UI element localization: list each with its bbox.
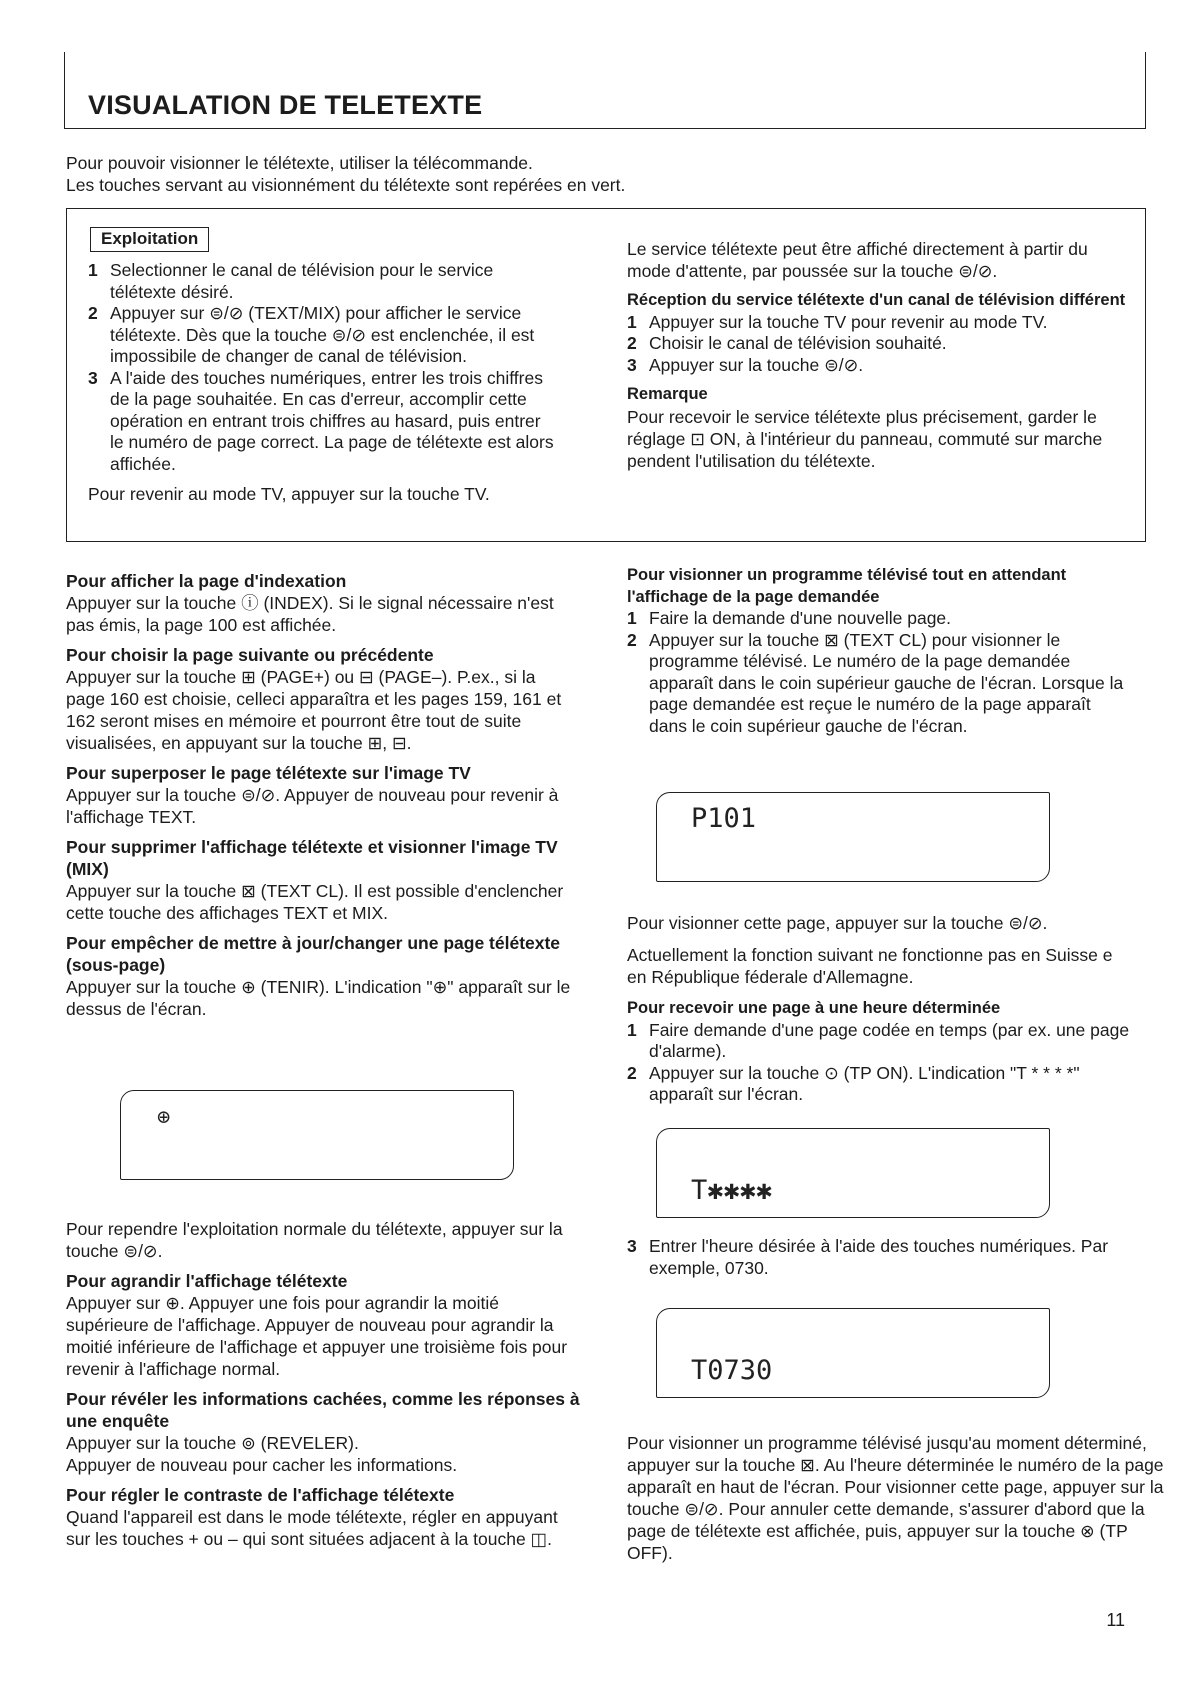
exploitation-right bbox=[627, 238, 1127, 472]
list-item: 1 Selectionner le canal de télévision pour le service télétexte désiré. bbox=[88, 260, 494, 302]
section-heading: Pour afficher la page d'indexation bbox=[66, 571, 347, 591]
list-item: 1 Appuyer sur la touche TV pour revenir au mode TV. bbox=[627, 311, 1048, 332]
note-text: Actuellement la fonction suivant ne fonctionne pas en Suisse e en République féderale d'Allemagne. bbox=[627, 945, 1113, 987]
section-heading: Pour choisir la page suivante ou précédente bbox=[66, 645, 434, 665]
screen-t-stars bbox=[656, 1128, 1050, 1218]
section-text: Appuyer sur la touche ⓘ (INDEX). Si le signal nécessaire n'est pas émis, la page 100 est affichée. bbox=[66, 593, 554, 635]
hold-screen bbox=[120, 1090, 514, 1180]
list-item: 2 Choisir le canal de télévision souhaité. bbox=[627, 333, 947, 353]
section-text: Appuyer sur la touche ⊕ (TENIR). L'indication "⊕" apparaît sur le dessus de l'écran. bbox=[66, 977, 571, 1019]
list-item: 3 Appuyer sur la touche ⊜/⊘. bbox=[627, 354, 864, 375]
list-item: 2 Appuyer sur la touche ⊠ (TEXT CL) pour visionner le programme télévisé. Le numéro de la page demandée apparaît dans le coin supérieur gauche de l'écran. Lorsque la page demandée est reçue le numéro de la page apparaît dans le coin supérieur gauche de l'écran. bbox=[627, 629, 1124, 736]
page-number: 11 bbox=[1106, 1610, 1125, 1630]
list-item: 1 Faire la demande d'une nouvelle page. bbox=[627, 608, 952, 628]
list-item: 3 A l'aide des touches numériques, entrer les trois chiffres de la page souhaitée. En cas d'erreur, accomplir cette opération en entrant trois chiffres au hasard, puis entrer le numéro de page correct. La page de télétexte est alors affichée. bbox=[88, 367, 554, 474]
screen-text: T✱✱✱✱ bbox=[691, 1175, 773, 1206]
list-item: 2 Appuyer sur la touche ⊙ (TP ON). L'indication "T * * * *" apparaît sur l'écran. bbox=[627, 1062, 1080, 1104]
remark-heading: Remarque bbox=[627, 385, 708, 403]
intro bbox=[66, 152, 1126, 196]
intro-line-1: Pour pouvoir visionner le télétexte, utiliser la télécommande. bbox=[66, 153, 533, 173]
section-heading: Pour révéler les informations cachées, comme les réponses à une enquête bbox=[66, 1389, 580, 1431]
section-text: Appuyer de nouveau pour cacher les informations. bbox=[66, 1455, 458, 1475]
section-heading: Pour supprimer l'affichage télétexte et visionner l'image TV (MIX) bbox=[66, 837, 558, 879]
list-item: 1 Faire demande d'une page codée en temps (par ex. une page d'alarme). bbox=[627, 1019, 1130, 1061]
reception-steps bbox=[627, 312, 1127, 377]
section-heading: Pour régler le contraste de l'affichage télétexte bbox=[66, 1485, 455, 1505]
final-text: Pour visionner un programme télévisé jusqu'au moment déterminé, appuyer sur la touche ⊠. Au l'heure déterminée le numéro de la page apparaît en haut de l'écran. Pour visionner cette page, appuyer sur la touche ⊜/⊘. Pour annuler cette demande, s'assurer d'abord que la page de télétexte est affichée, puis, appuyer sur la touche ⊗ (TP OFF). bbox=[627, 1433, 1164, 1563]
reception-heading: Réception du service télétexte d'un canal de télévision différent bbox=[627, 291, 1126, 309]
right-column bbox=[627, 565, 1132, 737]
step-3 bbox=[627, 1236, 1132, 1279]
section-text: Appuyer sur la touche ⊠ (TEXT CL). Il est possible d'enclencher cette touche des affichages TEXT et MIX. bbox=[66, 881, 564, 923]
section-heading: Pour agrandir l'affichage télétexte bbox=[66, 1271, 348, 1291]
screen-p101 bbox=[656, 792, 1050, 882]
section-heading: Pour visionner un programme télévisé tout en attendant l'affichage de la page demandée bbox=[627, 566, 1067, 606]
screen-text: P101 bbox=[691, 803, 757, 834]
left-column-lower bbox=[66, 1218, 586, 1558]
hold-icon: ⊕ bbox=[157, 1105, 171, 1130]
section-text: Appuyer sur la touche ⊜/⊘. Appuyer de nouveau pour revenir à l'affichage TEXT. bbox=[66, 785, 559, 827]
section-heading: Pour superposer le page télétexte sur l'image TV bbox=[66, 763, 471, 783]
standby-text: Le service télétexte peut être affiché directement à partir du mode d'attente, par poussée sur la touche ⊜/⊘. bbox=[627, 239, 1088, 281]
section-text: Quand l'appareil est dans le mode télétexte, régler en appuyant sur les touches + ou – qui sont situées adjacent à la touche ◫. bbox=[66, 1507, 558, 1549]
back-to-tv: Pour revenir au mode TV, appuyer sur la touche TV. bbox=[88, 484, 490, 504]
section-heading: Pour recevoir une page à une heure déterminée bbox=[627, 999, 1001, 1017]
list-item: 2 Appuyer sur ⊜/⊘ (TEXT/MIX) pour afficher le service télétexte. Dès que la touche ⊜/⊘ est enclenchée, il est impossibile de changer de canal de télévision. bbox=[88, 303, 535, 366]
left-column bbox=[66, 570, 576, 1028]
exploitation-tag: Exploitation bbox=[90, 227, 209, 252]
section-text: Appuyer sur la touche ⊚ (REVELER). bbox=[66, 1433, 359, 1453]
section-heading: Pour empêcher de mettre à jour/changer une page télétexte (sous-page) bbox=[66, 933, 561, 975]
exploitation-left bbox=[88, 260, 558, 505]
final-text-block bbox=[627, 1432, 1172, 1564]
screen-t0730 bbox=[656, 1308, 1050, 1398]
intro-line-2: Les touches servant au visionnément du télétexte sont repérées en vert. bbox=[66, 175, 626, 195]
page-title: VISUALATION DE TELETEXTE bbox=[88, 90, 483, 120]
remark-text: Pour recevoir le service télétexte plus précisement, garder le réglage ⊡ ON, à l'intérieur du panneau, commuté sur marche pendent l'utilisation du télétexte. bbox=[627, 406, 1103, 471]
list-item: 3 Entrer l'heure désirée à l'aide des touches numériques. Par exemple, 0730. bbox=[627, 1236, 1109, 1278]
section-text: Pour rependre l'exploitation normale du télétexte, appuyer sur la touche ⊜/⊘. bbox=[66, 1219, 563, 1261]
section-text: Appuyer sur ⊕. Appuyer une fois pour agrandir la moitié supérieure de l'affichage. Appuyer de nouveau pour agrandir la moitié inférieure de l'affichage et appuyer une troisième fois pour revenir à l'affichage normal. bbox=[66, 1293, 568, 1379]
section-text: Appuyer sur la touche ⊞ (PAGE+) ou ⊟ (PAGE–). P.ex., si la page 160 est choisie, celleci apparaîtra et les pages 159, 161 et 162 seront mises en mémoire et pourront être tout de suite visualisées, en appuyant sur la touche ⊞, ⊟. bbox=[66, 667, 562, 753]
step-3-list bbox=[627, 1236, 1132, 1279]
exploitation-steps bbox=[88, 260, 558, 475]
screen-text: T0730 bbox=[691, 1355, 773, 1386]
view-page-text: Pour visionner cette page, appuyer sur la touche ⊜/⊘. bbox=[627, 913, 1048, 933]
timed-steps bbox=[627, 1020, 1132, 1106]
right-column-middle bbox=[627, 912, 1132, 1106]
waiting-steps bbox=[627, 608, 1132, 737]
